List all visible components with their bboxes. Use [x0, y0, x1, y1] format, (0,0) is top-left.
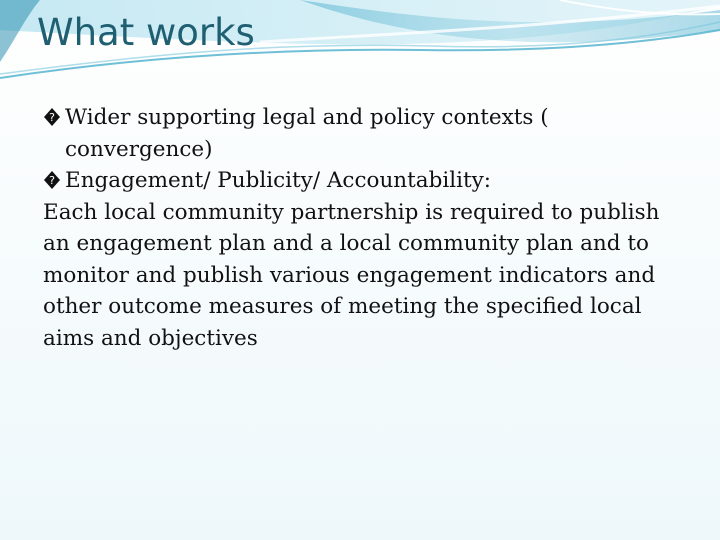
body-paragraph: Each local community partnership is required to publish an engagement plan and a local community plan and to monitor and publish various engagement indicators and other outcome measures of meeting the specified local aims and objectives	[43, 199, 660, 351]
svg-text:?: ?	[49, 174, 55, 187]
missing-glyph-icon	[43, 170, 61, 190]
bullet-item-2	[43, 165, 683, 197]
slide-body	[43, 102, 683, 354]
bullet-item-1	[43, 102, 683, 165]
svg-text:?: ?	[49, 111, 55, 124]
missing-glyph-icon	[43, 107, 61, 127]
slide-title: What works	[37, 11, 255, 54]
bullet-text-2: Engagement/ Publicity/ Accountability:	[65, 168, 492, 193]
bullet-text-1: Wider supporting legal and policy contexts ( convergence)	[65, 105, 549, 162]
